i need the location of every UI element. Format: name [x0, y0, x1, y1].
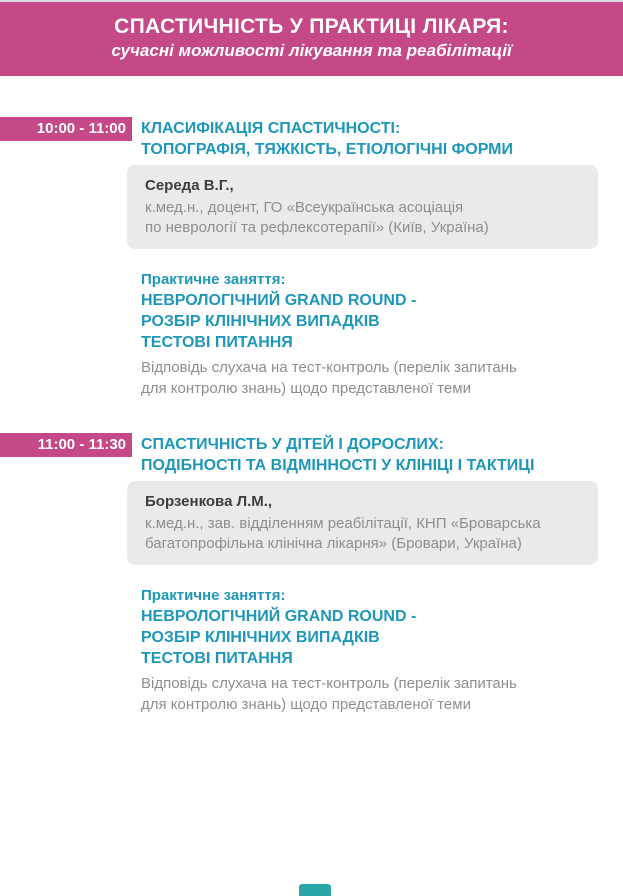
- practice-title-line: ТЕСТОВІ ПИТАННЯ: [141, 650, 293, 667]
- practice-title-line: НЕВРОЛОГІЧНИЙ GRAND ROUND -: [141, 608, 417, 625]
- speaker-card: [127, 481, 598, 565]
- practice-title-line: РОЗБІР КЛІНІЧНИХ ВИПАДКІВ: [141, 629, 380, 646]
- page-subtitle: сучасні можливості лікування та реабілітації: [111, 41, 512, 60]
- speaker-info-line: к.мед.н., зав. відділенням реабілітації, КНП «Броварська: [145, 515, 541, 532]
- time-badge: 11:00 - 11:30: [0, 433, 132, 457]
- session-title: [141, 117, 513, 160]
- practice-description-line: для контролю знань) щодо представленої теми: [141, 380, 471, 397]
- speaker-info: [145, 514, 580, 554]
- speaker-card: [127, 165, 598, 249]
- practice-description: [141, 673, 603, 715]
- session-title-line: ПОДІБНОСТІ ТА ВІДМІННОСТІ У КЛІНІЦІ І ТАКТИЦІ: [141, 457, 535, 474]
- session-1-header: [0, 117, 623, 160]
- session-title: [141, 433, 534, 476]
- speaker-info-line: по неврології та рефлексотерапії» (Київ, Україна): [145, 219, 489, 236]
- speaker-info-line: к.мед.н., доцент, ГО «Всеукраїнська асоціація: [145, 199, 464, 216]
- practice-description-line: для контролю знань) щодо представленої теми: [141, 696, 471, 713]
- session-2: [0, 433, 623, 715]
- speaker-info: [145, 198, 580, 238]
- time-badge: 10:00 - 11:00: [0, 117, 132, 141]
- practice-label: Практичне заняття:: [141, 587, 286, 604]
- session-2-header: [0, 433, 623, 476]
- practice-description-line: Відповідь слухача на тест-контроль (перелік запитань: [141, 359, 517, 376]
- footer-page-marker: [299, 884, 331, 896]
- practice-description-line: Відповідь слухача на тест-контроль (перелік запитань: [141, 675, 517, 692]
- practice-label: Практичне заняття:: [141, 271, 286, 288]
- session-title-line: ТОПОГРАФІЯ, ТЯЖКІСТЬ, ЕТІОЛОГІЧНІ ФОРМИ: [141, 141, 514, 158]
- practice-block: [141, 586, 603, 669]
- speaker-info-line: багатопрофільна клінічна лікарня» (Бровари, Україна): [145, 535, 522, 552]
- practice-title-line: РОЗБІР КЛІНІЧНИХ ВИПАДКІВ: [141, 313, 380, 330]
- session-title-line: СПАСТИЧНІСТЬ У ДІТЕЙ І ДОРОСЛИХ:: [141, 436, 444, 453]
- practice-title-line: ТЕСТОВІ ПИТАННЯ: [141, 334, 293, 351]
- practice-block: [141, 270, 603, 353]
- practice-description: [141, 357, 603, 399]
- session-1: [0, 117, 623, 399]
- speaker-name: Борзенкова Л.М.,: [145, 493, 273, 510]
- speaker-name: Середа В.Г.,: [145, 177, 234, 194]
- page-title: СПАСТИЧНІСТЬ У ПРАКТИЦІ ЛІКАРЯ:: [114, 15, 509, 38]
- header-banner: [0, 0, 623, 76]
- practice-title-line: НЕВРОЛОГІЧНИЙ GRAND ROUND -: [141, 292, 417, 309]
- session-title-line: КЛАСИФІКАЦІЯ СПАСТИЧНОСТІ:: [141, 120, 401, 137]
